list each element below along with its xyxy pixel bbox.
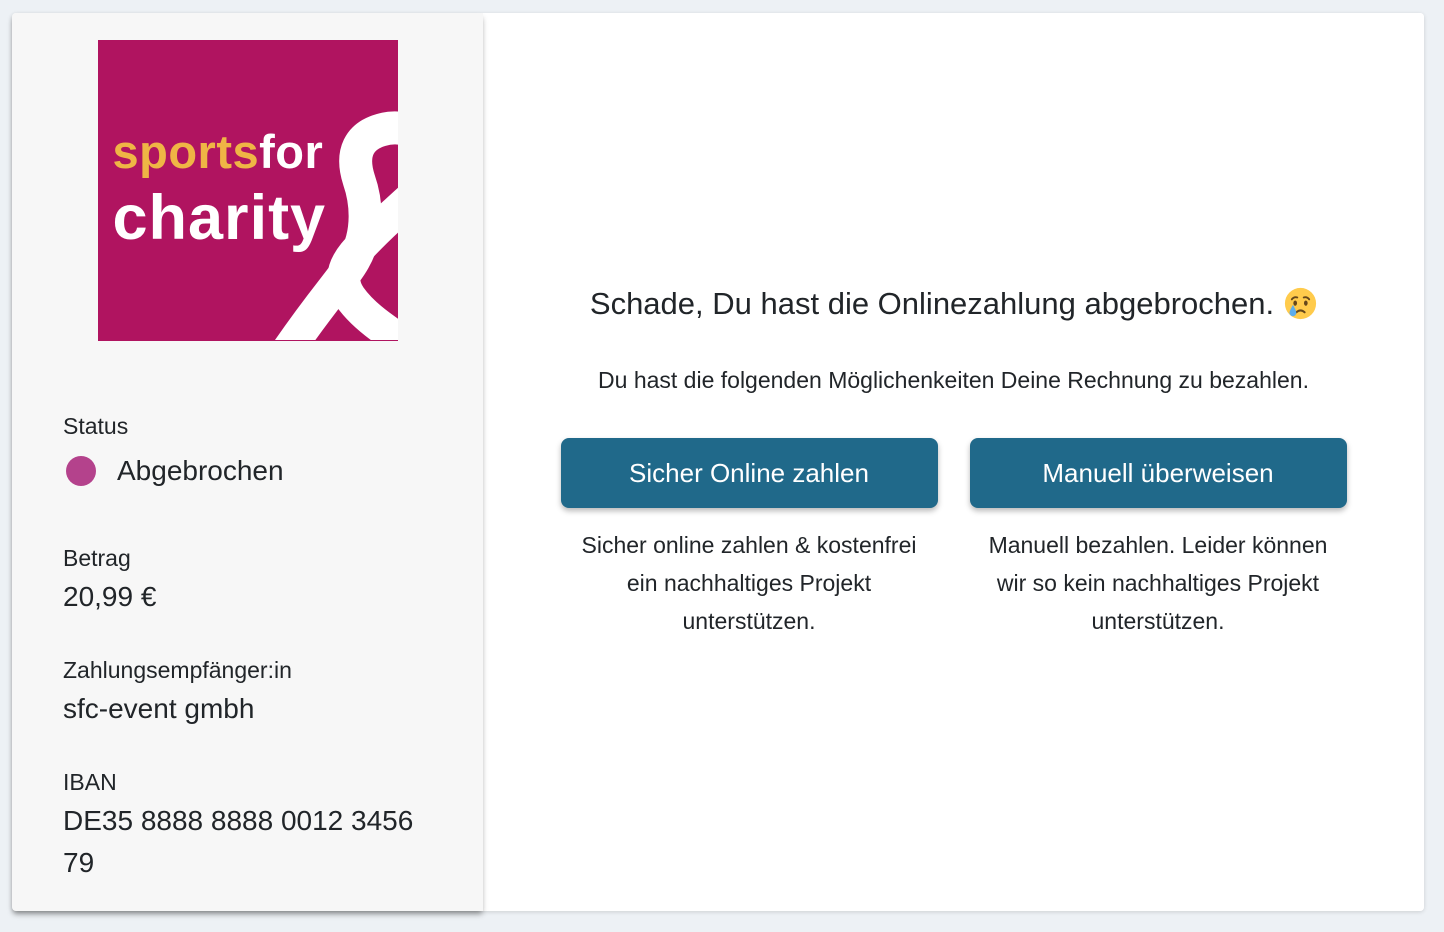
status-value: Abgebrochen <box>117 455 284 486</box>
page-title <box>590 285 1317 322</box>
status-row <box>63 456 443 486</box>
online-payment-option <box>561 438 938 640</box>
amount-group <box>63 543 443 618</box>
page-title-text: Schade, Du hast die Onlinezahlung abgebrochen. <box>589 286 1275 321</box>
payment-instructions: Du hast die folgenden Möglichenkeiten Deine Rechnung zu bezahlen. <box>598 367 1309 393</box>
logo-word-for: for <box>259 125 324 178</box>
logo-word-sports: sports <box>112 125 260 178</box>
recipient-value: sfc-event gmbh <box>63 693 255 724</box>
sports-for-charity-logo <box>98 40 398 341</box>
recipient-label: Zahlungsempfänger:in <box>63 657 292 683</box>
pay-online-button[interactable]: Sicher Online zahlen <box>561 438 938 508</box>
amount-label: Betrag <box>63 545 131 571</box>
logo-wordmark <box>112 125 327 253</box>
manual-transfer-option <box>970 438 1347 640</box>
payment-details <box>12 341 483 884</box>
status-group <box>63 411 443 486</box>
amount-value: 20,99 € <box>63 581 157 612</box>
crying-face-emoji-icon <box>1284 287 1317 320</box>
payment-card <box>12 13 1424 911</box>
manual-transfer-button[interactable]: Manuell überweisen <box>970 438 1347 508</box>
pay-online-caption: Sicher online zahlen & kostenfrei ein nachhaltiges Projekt unterstützen. <box>581 532 917 634</box>
iban-label: IBAN <box>63 769 117 795</box>
payment-options-panel <box>483 13 1424 911</box>
logo-word-charity: charity <box>112 183 327 253</box>
manual-transfer-caption: Manuell bezahlen. Leider können wir so kein nachhaltiges Projekt unterstützen. <box>988 532 1328 634</box>
recipient-group <box>63 655 443 730</box>
status-dot-icon <box>66 456 96 486</box>
payment-summary-sidebar <box>12 13 483 911</box>
iban-group <box>63 767 443 884</box>
payment-options <box>561 438 1347 640</box>
iban-value: DE35 8888 8888 0012 3456 79 <box>63 805 414 878</box>
status-label: Status <box>63 413 129 439</box>
